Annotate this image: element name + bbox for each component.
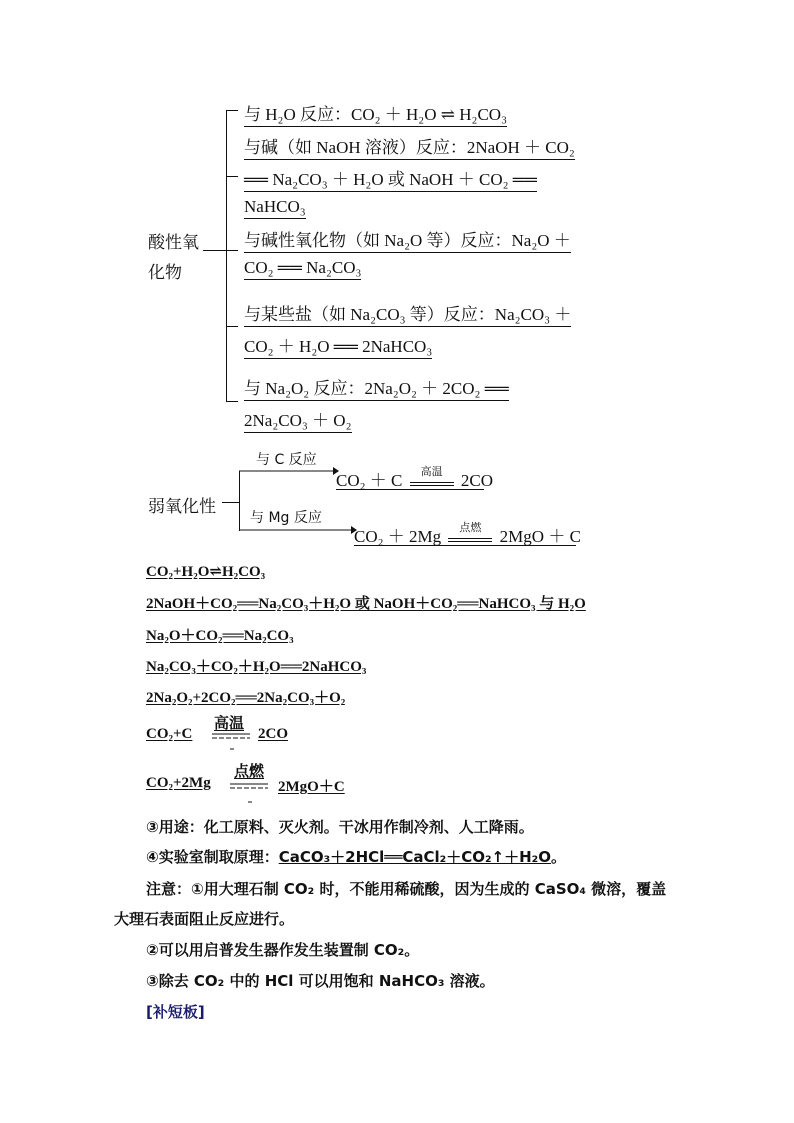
- reaction-salt-2: CO₂ ＋ H₂O ══ 2NaHCO₃: [244, 332, 432, 359]
- reaction-c-cond: 高温: [420, 465, 443, 478]
- answer-6-equals: [212, 732, 252, 754]
- bracket-tick-4: [226, 326, 238, 327]
- bracket-tick-5: [226, 401, 238, 402]
- reaction-c-left: CO₂ ＋ C: [336, 471, 403, 490]
- note-caution-1b: 大理石表面阻止反应进行。: [114, 910, 295, 928]
- note-usage: ③用途：化工原料、灭火剂。干冰用作制冷剂、人工降雨。: [146, 818, 534, 836]
- reaction-base-1: 与碱（如 NaOH 溶液）反应：2NaOH ＋ CO₂: [244, 133, 575, 160]
- reaction-basic-oxide-2: CO₂ ══ Na₂CO₃: [244, 258, 361, 280]
- answer-6-cond: 高温: [214, 716, 245, 732]
- bracket-tick-1: [226, 110, 238, 111]
- branch-mg-arrow: [239, 523, 357, 537]
- reaction-na2o2-1: 与 Na₂O₂ 反应：2Na₂O₂ ＋ 2CO₂ ══: [244, 374, 509, 401]
- bracket-stem: [203, 250, 227, 251]
- answer-2: 2NaOH＋CO₂══Na₂CO₃＋H₂O 或 NaOH＋CO₂══NaHCO₃ 与 H₂O: [146, 596, 586, 612]
- answer-5: 2Na₂O₂+2CO₂══2Na₂CO₃＋O₂: [146, 690, 346, 706]
- answer-7-equals: [230, 782, 270, 808]
- reaction-mg-cond: 点燃: [459, 521, 482, 534]
- answer-1: CO₂+H₂O⇌H₂CO₃: [146, 564, 266, 580]
- bracket-tick-2: [226, 176, 238, 177]
- answer-4: Na₂CO₃＋CO₂＋H₂O══2NaHCO₃: [146, 659, 367, 675]
- answer-6-left: CO₂+C: [146, 726, 193, 742]
- branch-c-label: 与 C 反应: [256, 452, 317, 468]
- reaction-mg-right: 2MgO ＋ C: [499, 527, 581, 546]
- note-lab-prep-end: 。: [551, 848, 567, 866]
- note-lab-prep-label: ④实验室制取原理：: [146, 848, 279, 866]
- note-lab-prep: [146, 846, 566, 867]
- branch-mg-label: 与 Mg 反应: [250, 510, 322, 526]
- reaction-na2o2-2: 2Na₂CO₃ ＋ O₂: [244, 406, 352, 433]
- reaction-base-2: ══ Na₂CO₃ ＋ H₂O 或 NaOH ＋ CO₂ ══: [244, 165, 537, 192]
- reaction-c-right: 2CO: [460, 471, 494, 490]
- answer-7-cond: 点燃: [234, 764, 265, 780]
- note-caution-1: 注意：①用大理石制 CO₂ 时，不能用稀硫酸，因为生成的 CaSO₄ 微溶，覆盖: [146, 880, 667, 898]
- acidic-oxide-label-1: 酸性氧: [148, 233, 199, 252]
- reaction-h2o: 与 H₂O 反应：CO₂ ＋ H₂O ⇌ H₂CO₃: [244, 100, 507, 127]
- answer-7-left: CO₂+2Mg: [146, 775, 211, 791]
- weak-vertical: [239, 471, 240, 531]
- note-lab-prep-eq: CaCO₃＋2HCl══CaCl₂＋CO₂↑＋H₂O: [278, 848, 551, 866]
- reaction-basic-oxide-1: 与碱性氧化物（如 Na₂O 等）反应：Na₂O ＋: [244, 226, 571, 253]
- acidic-oxide-label-2: 化物: [148, 263, 182, 282]
- answer-7-right: 2MgO＋C: [278, 779, 345, 795]
- answer-3: Na₂O＋CO₂══Na₂CO₃: [146, 628, 294, 644]
- note-caution-3: ③除去 CO₂ 中的 HCl 可以用饱和 NaHCO₃ 溶液。: [146, 972, 495, 990]
- weak-oxidizing-label: 弱氧化性: [148, 497, 216, 516]
- branch-c-arrow: [239, 463, 339, 477]
- note-caution-2: ②可以用启普发生器作发生装置制 CO₂。: [146, 941, 420, 959]
- reaction-c-arrow: [410, 465, 454, 486]
- bracket-tick-3: [226, 250, 238, 251]
- reaction-mg-left: CO₂ ＋ 2Mg: [354, 527, 442, 546]
- reaction-c: [336, 465, 494, 490]
- reaction-base-3: NaHCO₃: [244, 197, 306, 219]
- weak-stem: [222, 502, 240, 503]
- section-tag-bu-duan-ban: [补短板]: [146, 1003, 205, 1021]
- bracket-vertical: [226, 110, 227, 402]
- reaction-salt-1: 与某些盐（如 Na₂CO₃ 等）反应：Na₂CO₃ ＋: [244, 300, 571, 327]
- reaction-mg: [354, 521, 581, 546]
- answer-6-right: 2CO: [258, 726, 288, 742]
- reaction-mg-arrow: [448, 521, 492, 542]
